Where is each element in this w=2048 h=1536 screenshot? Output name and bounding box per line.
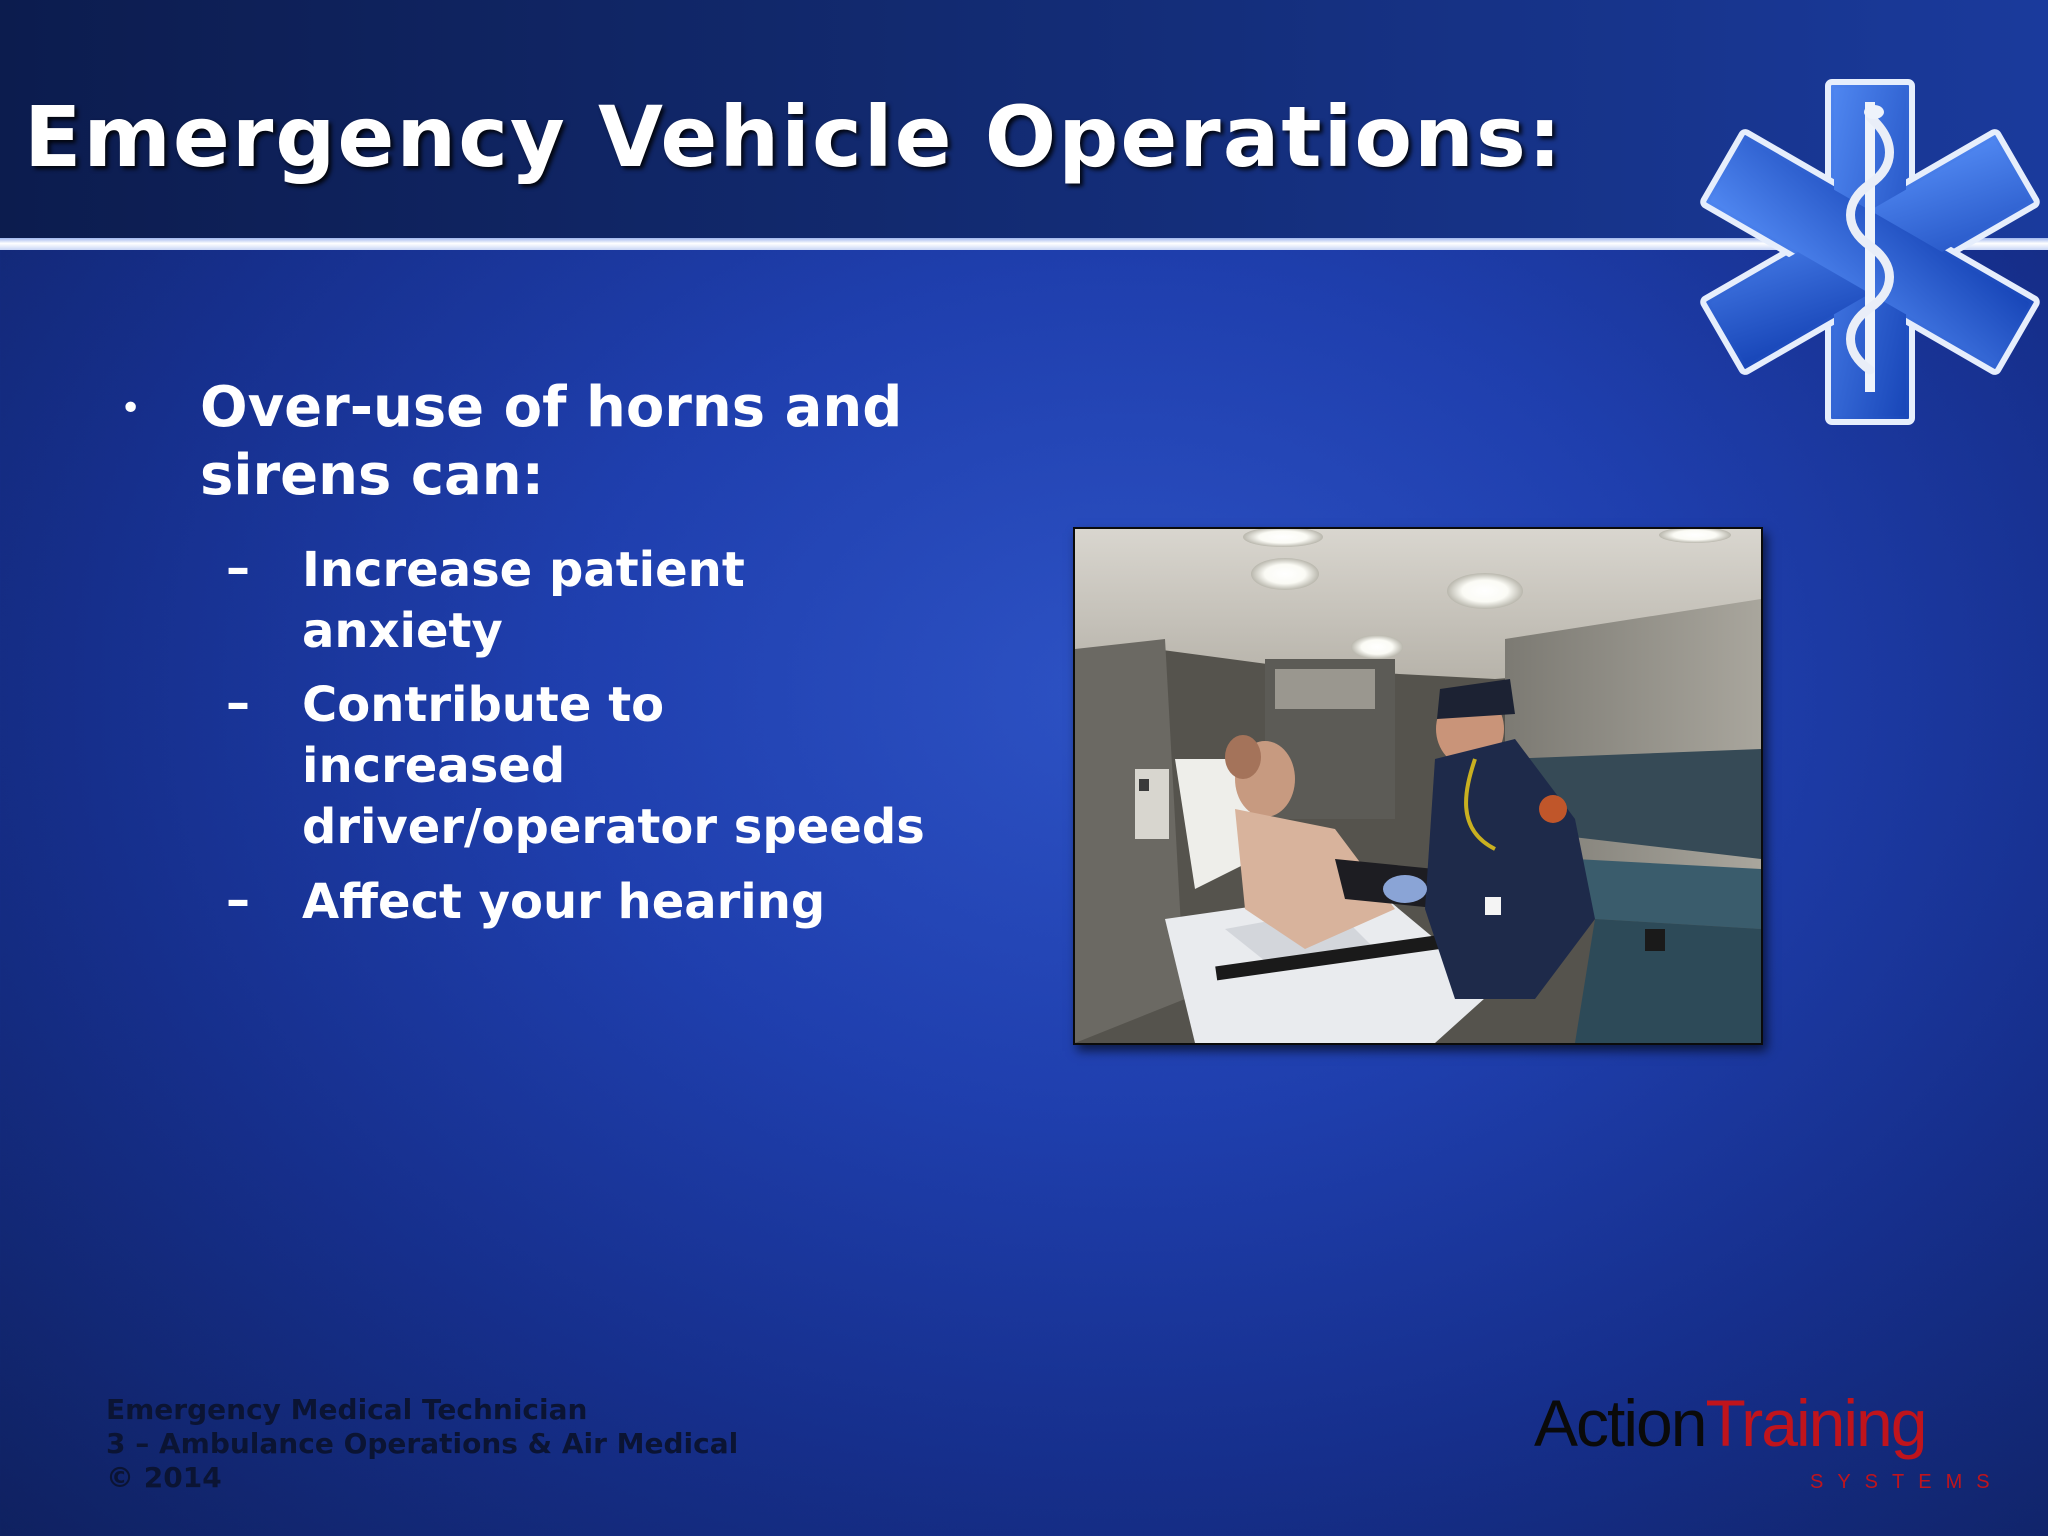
slide-footer	[106, 1393, 738, 1495]
sub-bullet-marker: –	[226, 540, 250, 596]
sub-bullet-1	[302, 540, 1022, 662]
slide-title: Emergency Vehicle Operations:	[24, 88, 1564, 186]
logo-word-training: Training	[1705, 1386, 1926, 1460]
star-of-life-icon	[1690, 72, 2048, 432]
bullet-main-line-2: sirens can:	[200, 443, 545, 508]
sub-bullet-2-line-2: increased	[302, 738, 566, 794]
sub-bullet-1-line-1: Increase patient	[302, 542, 745, 598]
bullet-main	[200, 374, 1020, 510]
footer-copyright: © 2014	[106, 1461, 222, 1494]
bullet-marker: •	[120, 388, 142, 429]
footer-module: 3 – Ambulance Operations & Air Medical	[106, 1427, 739, 1460]
bullet-main-line-1: Over-use of horns and	[200, 375, 903, 440]
sub-bullet-2	[302, 675, 1022, 858]
sub-bullet-3-line-1: Affect your hearing	[302, 874, 826, 930]
sub-bullet-1-line-2: anxiety	[302, 603, 503, 659]
logo-subtitle: SYSTEMS	[1810, 1471, 2004, 1493]
ambulance-patient-care-photo	[1073, 527, 1763, 1045]
sub-bullet-marker: –	[226, 872, 250, 928]
action-training-logo	[1534, 1385, 2014, 1495]
sub-bullet-3	[302, 872, 1022, 933]
sub-bullet-marker: –	[226, 675, 250, 731]
footer-course: Emergency Medical Technician	[106, 1393, 588, 1426]
logo-word-action: Action	[1534, 1386, 1706, 1460]
logo-wordmark	[1534, 1385, 1925, 1461]
sub-bullet-2-line-3: driver/operator speeds	[302, 799, 925, 855]
sub-bullet-2-line-1: Contribute to	[302, 677, 665, 733]
